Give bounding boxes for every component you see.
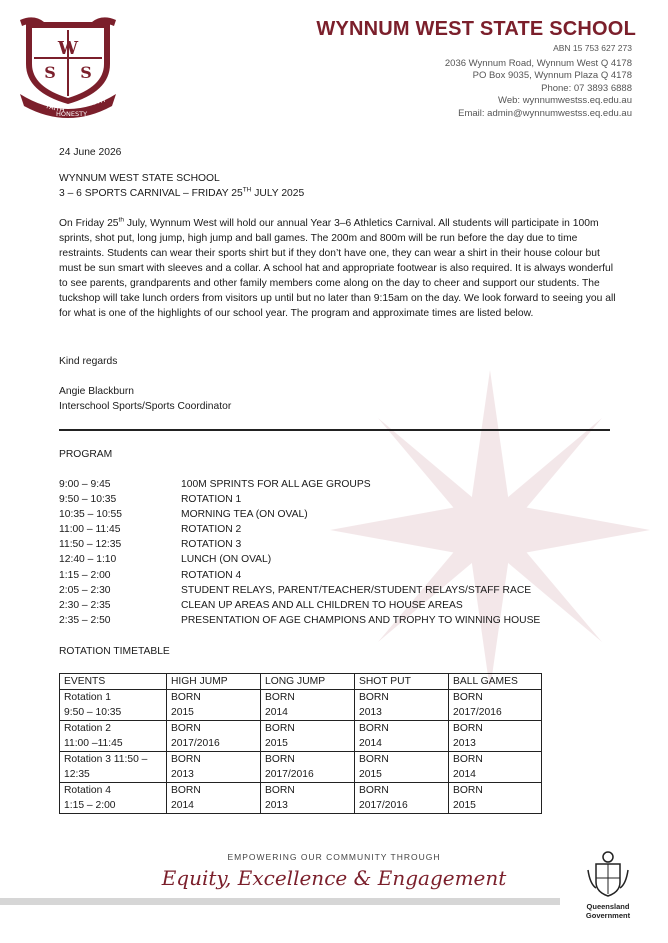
svg-text:S: S [44, 63, 56, 82]
letter-paragraph: On Friday 25th July, Wynnum West will hold our annual Year 3–6 Athletics Carnival. All students will participate in 100m sprints, shot put, long jump, high jump and ball games. The 200m and 800m will be run before the day due to time restraints. Students can wear their sports shirt but if they don’t have one, they can wear a shirt in their house colour but must be sun smart with sleeves and a collar. A school hat and appropriate footwear is also required. It is always wonderful to see parents, grandparents and other family members come along on the day to cheer and support our students. The tuckshop will take lunch orders from visitors up until but no later than 9:15am on the day. We look forward to seeing you all for what is one of the highlights of our school year. The program and approximate times are listed below. [59, 216, 616, 319]
program-title: PROGRAM [59, 449, 113, 460]
website[interactable]: Web: wynnumwestss.eq.edu.au [498, 95, 632, 106]
po-box: PO Box 9035, Wynnum Plaza Q 4178 [472, 70, 632, 81]
svg-text:HONESTY: HONESTY [56, 110, 88, 118]
table-cell: BORN 2014 [355, 721, 449, 752]
table-cell: BORN 2017/2016 [355, 783, 449, 814]
program-list [59, 477, 540, 628]
table-row [60, 690, 542, 721]
letter-heading-school: WYNNUM WEST STATE SCHOOL [59, 173, 220, 184]
table-cell: BORN 2013 [449, 721, 542, 752]
signer-role: Interschool Sports/Sports Coordinator [59, 401, 232, 412]
svg-text:S: S [80, 63, 92, 82]
divider-line [59, 429, 610, 431]
table-header-row [60, 674, 542, 690]
letter-date: 24 June 2026 [59, 147, 122, 158]
table-header-cell: BALL GAMES [449, 674, 542, 690]
table-header-cell: HIGH JUMP [167, 674, 261, 690]
rotation-timetable [59, 673, 542, 814]
table-row [60, 752, 542, 783]
table-header-cell: LONG JUMP [261, 674, 355, 690]
footer-tagline: EMPOWERING OUR COMMUNITY THROUGH [227, 852, 441, 862]
table-cell: BORN 2015 [261, 721, 355, 752]
queensland-government-logo [580, 850, 636, 920]
table-cell: BORN 2014 [261, 690, 355, 721]
table-cell: Rotation 2 11:00 –11:45 [60, 721, 167, 752]
letter-heading-event: 3 – 6 SPORTS CARNIVAL – FRIDAY 25TH JULY 2025 [59, 186, 305, 199]
table-header-cell: SHOT PUT [355, 674, 449, 690]
table-cell: Rotation 4 1:15 – 2:00 [60, 783, 167, 814]
table-cell: BORN 2017/2016 [449, 690, 542, 721]
program-item: 11:50 – 12:35 ROTATION 3 [59, 539, 242, 551]
table-cell: BORN 2013 [167, 752, 261, 783]
gov-line1: Queensland [586, 902, 630, 911]
abn: ABN 15 753 627 273 [553, 43, 632, 53]
program-item: 2:35 – 2:50 PRESENTATION OF AGE CHAMPIONS AND TROPHY TO WINNING HOUSE [59, 614, 541, 626]
phone: Phone: 07 3893 6888 [541, 82, 632, 94]
qld-coat-of-arms-icon [586, 850, 630, 898]
table-cell: Rotation 3 11:50 – 12:35 [60, 752, 167, 783]
table-cell: BORN 2013 [261, 783, 355, 814]
svg-text:W: W [57, 38, 79, 59]
table-cell: Rotation 1 9:50 – 10:35 [60, 690, 167, 721]
program-item: 10:35 – 10:55 MORNING TEA (ON OVAL) [59, 509, 308, 521]
table-cell: BORN 2014 [167, 783, 261, 814]
svg-text:TRUTH: TRUTH [82, 95, 106, 109]
gov-line2: Government [585, 910, 631, 920]
footer-bar [0, 898, 560, 905]
table-cell: BORN 2014 [449, 752, 542, 783]
table-cell: BORN 2015 [355, 752, 449, 783]
street-address: 2036 Wynnum Road, Wynnum West Q 4178 [444, 57, 632, 69]
sign-off: Kind regards [59, 356, 118, 367]
table-row [60, 721, 542, 752]
program-item: 2:30 – 2:35 CLEAN UP AREAS AND ALL CHILDREN TO HOUSE AREAS [59, 599, 463, 611]
table-cell: BORN 2017/2016 [261, 752, 355, 783]
program-item: 9:50 – 10:35 ROTATION 1 [59, 494, 242, 506]
table-row [60, 783, 542, 814]
table-cell: BORN 2017/2016 [167, 721, 261, 752]
program-item: 11:00 – 11:45 ROTATION 2 [59, 524, 242, 536]
school-crest-logo [16, 12, 120, 120]
table-cell: BORN 2015 [449, 783, 542, 814]
svg-text:FAITH: FAITH [45, 102, 66, 115]
signer-name: Angie Blackburn [59, 386, 134, 397]
footer-motto: Equity, Excellence & Engagement [161, 866, 507, 890]
program-item: 2:05 – 2:30 STUDENT RELAYS, PARENT/TEACHER/STUDENT RELAYS/STAFF RACE [59, 584, 532, 596]
table-cell: BORN 2015 [167, 690, 261, 721]
program-item: 1:15 – 2:00 ROTATION 4 [59, 569, 242, 581]
email[interactable]: Email: admin@wynnumwestss.eq.edu.au [458, 107, 632, 119]
program-item: 9:00 – 9:45 100M SPRINTS FOR ALL AGE GROUPS [59, 479, 371, 490]
school-name: WYNNUM WEST STATE SCHOOL [316, 18, 636, 40]
contact-block [445, 42, 632, 120]
table-header-cell: EVENTS [60, 674, 167, 690]
table-cell: BORN 2013 [355, 690, 449, 721]
rotation-timetable-title: ROTATION TIMETABLE [59, 646, 170, 657]
program-item: 12:40 – 1:10 LUNCH (ON OVAL) [59, 554, 272, 566]
